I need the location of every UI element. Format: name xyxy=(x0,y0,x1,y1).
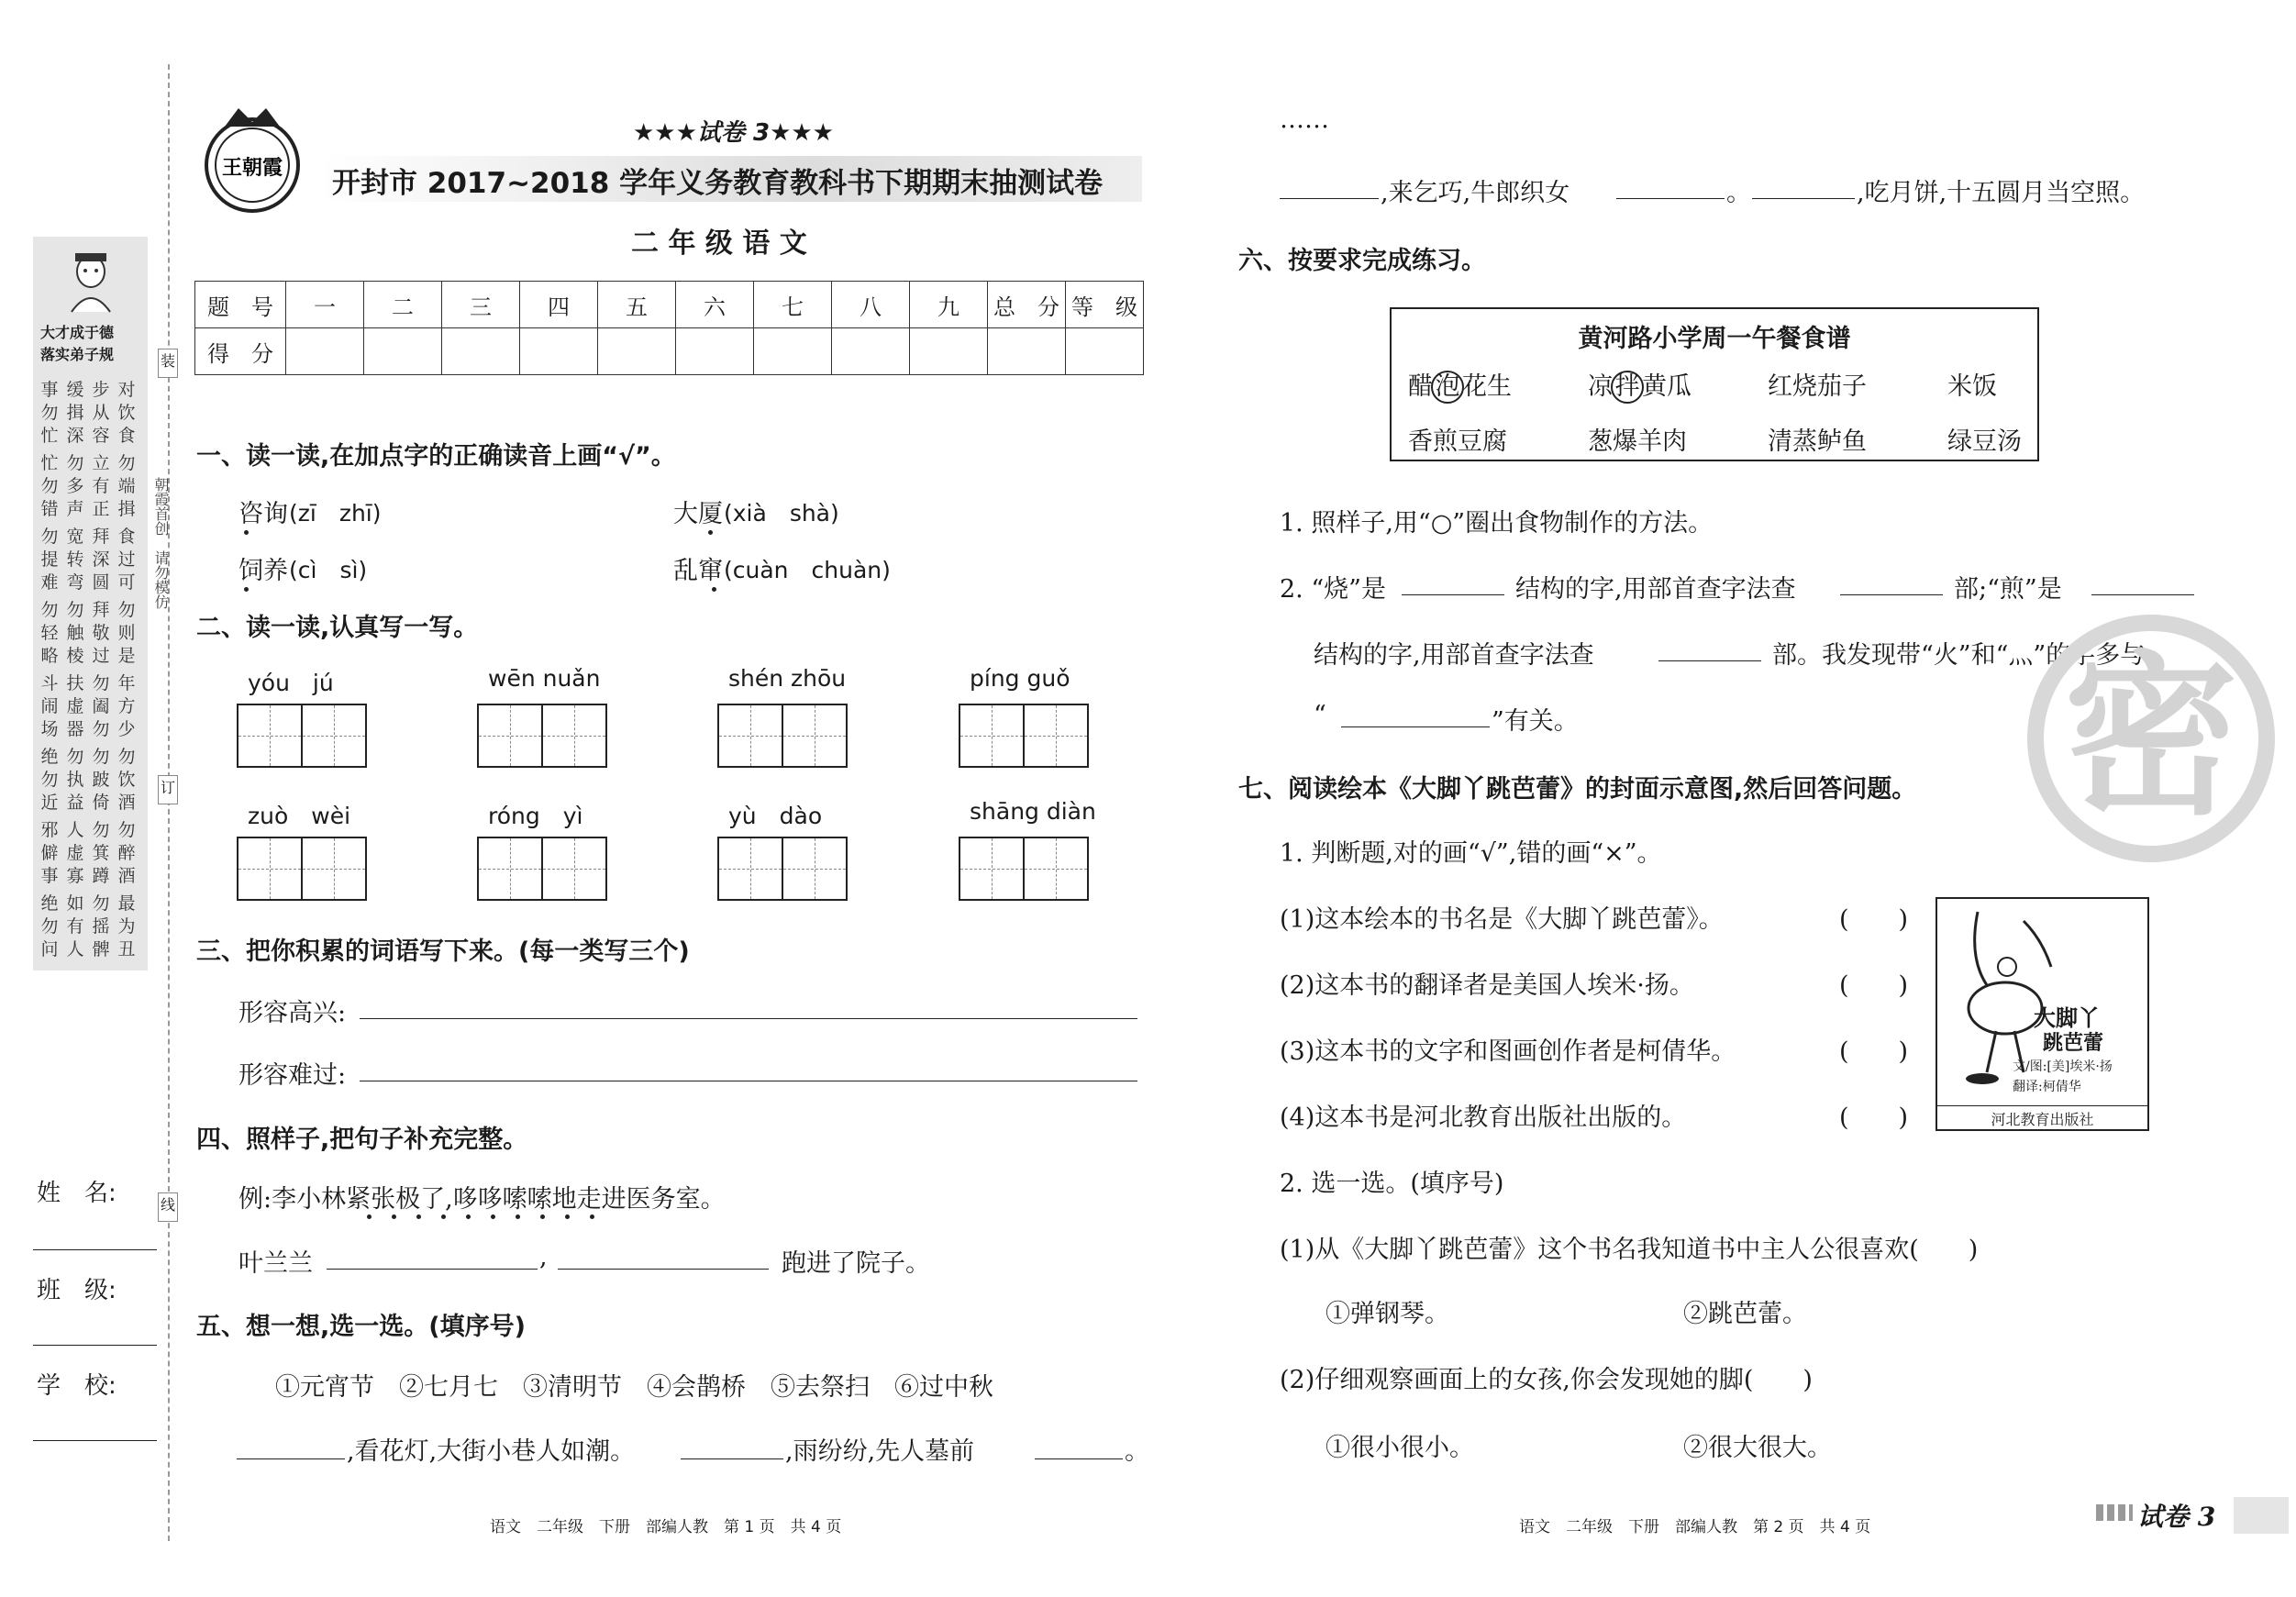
menu-item-4[interactable]: 香煎豆腐 xyxy=(1408,427,1507,456)
q1-word-2: 大厦 xyxy=(673,500,723,528)
menu-item-5[interactable]: 葱爆羊肉 xyxy=(1588,427,1687,456)
score-cell-7[interactable] xyxy=(754,328,832,375)
q6-blank-1[interactable] xyxy=(1402,594,1504,595)
strip-col-30: 勿摇髀 xyxy=(92,893,110,959)
score-label: 得 分 xyxy=(195,328,286,375)
q6-s2a: 2. “烧”是 xyxy=(1280,575,1386,604)
q2-writing-grid-4[interactable] xyxy=(237,837,367,901)
score-header-0: 题 号 xyxy=(195,282,286,328)
score-cell-5[interactable] xyxy=(598,328,676,375)
name-label: 姓 名: xyxy=(37,1180,116,1207)
q7-s2: 2. 选一选。(填序号) xyxy=(1280,1170,1504,1198)
side-text: 朝霞首创 请勿模仿 xyxy=(152,477,170,609)
q7-c1: (1)从《大脚丫跳芭蕾》这个书名我知道书中主人公很喜欢( ) xyxy=(1280,1236,1979,1264)
q5-line2c: ,吃月饼,十五圆月当空照。 xyxy=(1857,179,2146,207)
q2-pinyin-4: zuò wèi xyxy=(248,803,351,829)
score-cell-11[interactable] xyxy=(1066,328,1144,375)
cover-publisher: 河北教育出版社 xyxy=(1937,1105,2147,1129)
q2-pinyin-7: shāng diàn xyxy=(970,798,1096,825)
q6-blank-5[interactable] xyxy=(1341,726,1490,727)
judge-item-2: (3)这本书的文字和图画创作者是柯倩华。 xyxy=(1280,1037,1736,1066)
strip-col-5: 勿多声 xyxy=(66,453,84,519)
q2-pinyin-2: shén zhōu xyxy=(728,665,847,692)
judge-answer-2[interactable]: ( ) xyxy=(1839,1037,1909,1066)
q6-s2c: 部;“煎”是 xyxy=(1954,575,2062,604)
page-badge: 试卷 3 xyxy=(2137,1502,2216,1532)
strip-col-23: 勿饮酒 xyxy=(117,747,136,813)
q6-s2b: 结构的字,用部首查字法查 xyxy=(1515,575,1796,604)
score-header-7: 七 xyxy=(754,282,832,328)
q4-example: 例:李小林紧张极了,哆哆嗦嗦地走进医务室。 xyxy=(238,1185,726,1214)
q6-s2f: “ xyxy=(1314,701,1326,729)
score-header-10: 总 分 xyxy=(988,282,1066,328)
q6-s2d: 结构的字,用部首查字法查 xyxy=(1314,641,1594,670)
q7-c1a[interactable]: ①弹钢琴。 xyxy=(1325,1300,1449,1328)
strip-col-9: 宽转弯 xyxy=(66,527,84,593)
score-cell-3[interactable] xyxy=(442,328,520,375)
q2-writing-grid-1[interactable] xyxy=(477,704,607,768)
q2-writing-grid-3[interactable] xyxy=(959,704,1089,768)
q3-title: 三、把你积累的词语写下来。(每一类写三个) xyxy=(196,937,690,966)
q1-word-1: 咨询 xyxy=(238,500,288,528)
menu-box xyxy=(1390,307,2039,461)
score-header-8: 八 xyxy=(832,282,910,328)
strip-col-28: 绝勿问 xyxy=(40,893,59,959)
name-field[interactable] xyxy=(33,1249,157,1250)
motto-1: 大才成于德 xyxy=(40,324,115,341)
q4-blank-1[interactable] xyxy=(327,1269,538,1270)
q5-ellipsis: …… xyxy=(1280,105,1329,134)
judge-answer-0[interactable]: ( ) xyxy=(1839,905,1909,934)
class-field[interactable] xyxy=(33,1345,157,1346)
menu-item-2[interactable]: 红烧茄子 xyxy=(1768,372,1867,401)
confidential-stamp: 密 xyxy=(2027,615,2275,862)
q2-writing-grid-7[interactable] xyxy=(959,837,1089,901)
q2-pinyin-6: yù dào xyxy=(728,803,823,829)
q5-blank-2[interactable] xyxy=(681,1458,783,1459)
judge-answer-3[interactable]: ( ) xyxy=(1839,1103,1909,1132)
strip-col-12: 勿轻略 xyxy=(40,600,59,666)
q6-s2g: ”有关。 xyxy=(1492,707,1579,736)
score-header-4: 四 xyxy=(520,282,598,328)
strip-col-6: 立有正 xyxy=(92,453,110,519)
q5-line1: ,看花灯,大街小巷人如潮。 xyxy=(347,1437,636,1466)
side-mark-2: 订 xyxy=(158,775,178,804)
strip-col-7: 勿端揖 xyxy=(117,453,136,519)
cover-author: 文/图:[美]埃米·扬 xyxy=(2013,1059,2113,1074)
score-table xyxy=(194,281,1144,375)
strip-col-0: 事勿忙 xyxy=(40,380,59,446)
emphasis-dot xyxy=(367,1214,372,1219)
score-cell-8[interactable] xyxy=(832,328,910,375)
q1-word-4: 乱窜 xyxy=(673,557,723,585)
logo-icon xyxy=(197,99,307,218)
strip-col-22: 勿跛倚 xyxy=(92,747,110,813)
strip-col-11: 食过可 xyxy=(117,527,136,593)
subject-title: 二 年 级 语 文 xyxy=(631,227,807,260)
q2-writing-grid-5[interactable] xyxy=(477,837,607,901)
emphasis-dot xyxy=(441,1214,446,1219)
emphasis-dot xyxy=(466,1214,471,1219)
q4-prompt-a: 叶兰兰 xyxy=(238,1249,313,1278)
strip-col-19: 年方少 xyxy=(117,673,136,739)
q5-blank-5[interactable] xyxy=(1616,198,1725,199)
strip-col-15: 勿则是 xyxy=(117,600,136,666)
score-cell-10[interactable] xyxy=(988,328,1066,375)
strip-col-1: 缓揖深 xyxy=(66,380,84,446)
q1-pinyin-1[interactable]: (zī zhī) xyxy=(289,500,382,527)
q7-c2a[interactable]: ①很小很小。 xyxy=(1325,1434,1474,1462)
q1-pinyin-4[interactable]: (cuàn chuàn) xyxy=(724,557,891,583)
strip-col-8: 勿提难 xyxy=(40,527,59,593)
score-cell-9[interactable] xyxy=(910,328,988,375)
emphasis-dot xyxy=(491,1214,495,1219)
q6-s2e: 部。我发现带“火”和“灬”的字多与 xyxy=(1772,641,2146,670)
q1-title: 一、读一读,在加点字的正确读音上画“√”。 xyxy=(196,442,676,471)
q6-title: 六、按要求完成练习。 xyxy=(1238,247,1486,275)
emphasis-dot xyxy=(590,1214,594,1219)
emphasis-dot xyxy=(565,1214,570,1219)
q5-blank-6[interactable] xyxy=(1752,198,1855,199)
q3-line-2-label: 形容难过: xyxy=(238,1061,347,1090)
strip-col-17: 扶虚器 xyxy=(66,673,84,739)
q6-blank-3[interactable] xyxy=(2091,594,2194,595)
strip-col-4: 忙勿错 xyxy=(40,453,59,519)
strip-col-25: 人虚寡 xyxy=(66,820,84,886)
strip-col-20: 绝勿近 xyxy=(40,747,59,813)
q4-title: 四、照样子,把句子补充完整。 xyxy=(196,1126,528,1154)
q3-answer-1[interactable] xyxy=(360,1018,1137,1019)
strip-col-14: 拜敬过 xyxy=(92,600,110,666)
strip-col-18: 勿阖勿 xyxy=(92,673,110,739)
strip-col-3: 对饮食 xyxy=(117,380,136,446)
q4-prompt-c: 跑进了院子。 xyxy=(782,1249,930,1278)
motto-2: 落实弟子规 xyxy=(40,346,115,363)
emphasis-dot xyxy=(516,1214,520,1219)
strip-col-10: 拜深圆 xyxy=(92,527,110,593)
score-header-3: 三 xyxy=(442,282,520,328)
q3-line-1-label: 形容高兴: xyxy=(238,999,347,1027)
q5-line1c: 。 xyxy=(1125,1437,1149,1466)
q5-line2a: ,来乞巧,牛郎织女 xyxy=(1381,179,1570,207)
q7-title: 七、阅读绘本《大脚丫跳芭蕾》的封面示意图,然后回答问题。 xyxy=(1238,775,1917,804)
q2-pinyin-0: yóu jú xyxy=(248,670,334,696)
score-header-6: 六 xyxy=(676,282,754,328)
logo-text: 王朝霞 xyxy=(221,156,283,180)
q2-pinyin-5: róng yì xyxy=(488,803,583,829)
score-header-9: 九 xyxy=(910,282,988,328)
emphasis-dot xyxy=(392,1214,396,1219)
q5-options: ①元宵节 ②七月七 ③清明节 ④会鹊桥 ⑤去祭扫 ⑥过中秋 xyxy=(275,1373,993,1402)
q2-writing-grid-6[interactable] xyxy=(717,837,848,901)
q7-c2: (2)仔细观察画面上的女孩,你会发现她的脚( ) xyxy=(1280,1366,1813,1394)
q6-s1: 1. 照样子,用“○”圈出食物制作的方法。 xyxy=(1280,509,1714,538)
strip-col-24: 邪僻事 xyxy=(40,820,59,886)
menu-item-6[interactable]: 清蒸鲈鱼 xyxy=(1768,427,1867,456)
cover-title-2: 跳芭蕾 xyxy=(2043,1031,2104,1055)
q6-blank-2[interactable] xyxy=(1840,594,1943,595)
badge-pattern xyxy=(2096,1504,2133,1521)
score-header-2: 二 xyxy=(364,282,442,328)
score-header-5: 五 xyxy=(598,282,676,328)
school-label: 学 校: xyxy=(37,1372,116,1400)
side-mark-1: 装 xyxy=(158,349,178,378)
q6-blank-4[interactable] xyxy=(1658,660,1761,661)
menu-item-1[interactable]: 凉拌黄瓜 xyxy=(1588,366,1691,404)
footer-left: 语文 二年级 下册 部编人教 第 1 页 共 4 页 xyxy=(490,1518,842,1536)
exam-number: ★★★试卷 3★★★ xyxy=(633,119,834,147)
cover-translator: 翻译:柯倩华 xyxy=(2013,1080,2081,1094)
q5-line1b: ,雨纷纷,先人墓前 xyxy=(785,1437,975,1466)
q1-pinyin-2[interactable]: (xià shà) xyxy=(724,500,839,527)
q4-comma: , xyxy=(539,1243,548,1271)
q4-blank-2[interactable] xyxy=(558,1269,769,1270)
badge-tab xyxy=(2234,1497,2289,1534)
menu-item-7[interactable]: 绿豆汤 xyxy=(1947,427,2022,456)
strip-col-26: 勿箕蹲 xyxy=(92,820,110,886)
scholar-icon xyxy=(62,248,119,314)
q2-writing-grid-2[interactable] xyxy=(717,704,848,768)
cover-title-1: 大脚丫 xyxy=(2034,1004,2100,1031)
strip-col-21: 勿执益 xyxy=(66,747,84,813)
q5-line2b: 。 xyxy=(1726,179,1751,207)
strip-col-13: 勿触棱 xyxy=(66,600,84,666)
q2-title: 二、读一读,认真写一写。 xyxy=(196,614,479,642)
menu-item-0[interactable]: 醋泡花生 xyxy=(1408,366,1512,404)
q5-blank-4[interactable] xyxy=(1280,198,1379,199)
emphasis-dot xyxy=(540,1214,545,1219)
score-cell-2[interactable] xyxy=(364,328,442,375)
q2-pinyin-1: wēn nuǎn xyxy=(488,665,601,692)
score-cell-1[interactable] xyxy=(286,328,364,375)
q2-pinyin-3: píng guǒ xyxy=(970,665,1070,692)
strip-col-27: 勿醉酒 xyxy=(117,820,136,886)
footer-right: 语文 二年级 下册 部编人教 第 2 页 共 4 页 xyxy=(1519,1518,1871,1536)
book-cover xyxy=(1936,897,2149,1131)
score-cell-4[interactable] xyxy=(520,328,598,375)
strip-col-31: 最为丑 xyxy=(117,893,136,959)
q5-title: 五、想一想,选一选。(填序号) xyxy=(196,1313,526,1341)
class-label: 班 级: xyxy=(37,1277,116,1304)
q2-writing-grid-0[interactable] xyxy=(237,704,367,768)
judge-item-0: (1)这本绘本的书名是《大脚丫跳芭蕾》。 xyxy=(1280,905,1724,934)
q5-blank-1[interactable] xyxy=(237,1458,345,1459)
q7-c2b[interactable]: ②很大很大。 xyxy=(1683,1434,1832,1462)
q5-blank-3[interactable] xyxy=(1035,1458,1123,1459)
school-field[interactable] xyxy=(33,1440,157,1441)
motto-strip xyxy=(33,237,148,970)
judge-answer-1[interactable]: ( ) xyxy=(1839,971,1909,1000)
side-mark-3: 线 xyxy=(158,1192,178,1222)
strip-col-16: 斗闹场 xyxy=(40,673,59,739)
exam-title: 开封市 2017~2018 学年义务教育教科书下期期末抽测试卷 xyxy=(332,167,1104,200)
q7-c1b[interactable]: ②跳芭蕾。 xyxy=(1683,1300,1807,1328)
judge-item-1: (2)这本书的翻译者是美国人埃米·扬。 xyxy=(1280,971,1694,1000)
score-header-1: 一 xyxy=(286,282,364,328)
judge-item-3: (4)这本书是河北教育出版社出版的。 xyxy=(1280,1103,1687,1132)
strip-col-2: 步从容 xyxy=(92,380,110,446)
score-cell-6[interactable] xyxy=(676,328,754,375)
emphasis-dot xyxy=(416,1214,421,1219)
q7-s1: 1. 判断题,对的画“√”,错的画“×”。 xyxy=(1280,839,1662,868)
q1-word-3: 饲养 xyxy=(238,557,288,585)
menu-title: 黄河路小学周一午餐食谱 xyxy=(1578,325,1851,353)
strip-col-29: 如有人 xyxy=(66,893,84,959)
q1-pinyin-3[interactable]: (cì sì) xyxy=(289,557,368,583)
score-header-11: 等 级 xyxy=(1066,282,1144,328)
menu-item-3[interactable]: 米饭 xyxy=(1947,372,1997,401)
